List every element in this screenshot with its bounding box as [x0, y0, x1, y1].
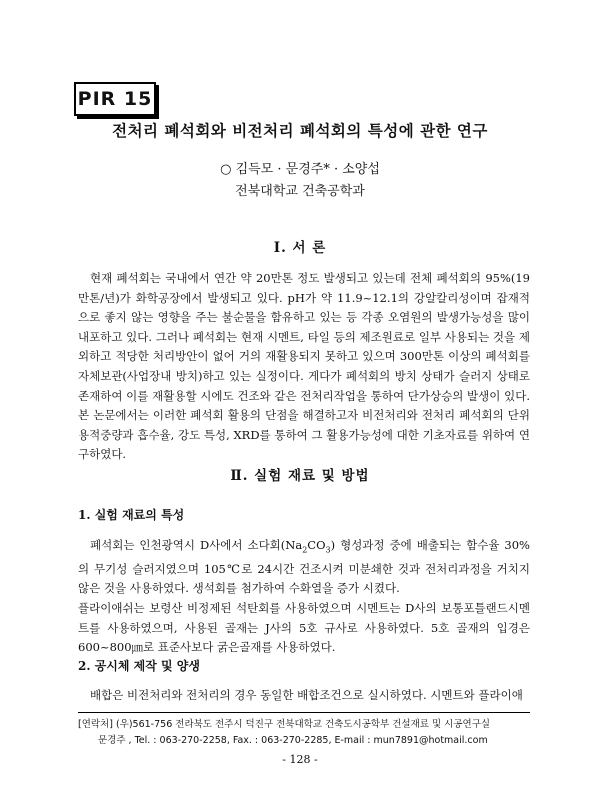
materials-text-2: 플라이애쉬는 보령산 비정제된 석탄회를 사용하였으며 시멘트는 D사의 보통포틀랜드시멘트를 사용하였으며, 사용된 골재는 J사의 5호 규사로 사용하였다. 5호 골재의 입경은 600~800㎛로 표준사보다 굵은골재를 사용하였다. [78, 601, 530, 655]
specimen-paragraph [78, 686, 530, 706]
footer-contact-line2: 문경주 , Tel. : 063-270-2258, Fax. : 063-270-2285, E-mail : mun7891@hotmail.com [98, 735, 488, 746]
paper-title: 전처리 폐석회와 비전처리 폐석회의 특성에 관한 연구 [112, 121, 488, 140]
subscript-2: 2 [302, 545, 308, 555]
authors: ○ 김득모 · 문경주* · 소양섭 [220, 162, 380, 177]
section-heading-methods: Ⅱ. 실험 재료 및 방법 [230, 468, 370, 484]
subsection-heading-specimen: 2. 공시체 제작 및 양생 [78, 659, 200, 673]
paper-code-badge: PIR 15 [74, 82, 156, 116]
specimen-text: 배합은 비전처리와 전처리의 경우 동일한 배합조건으로 실시하였다. 시멘트와 플라이애 [90, 688, 523, 702]
subsection-heading-materials: 1. 실험 재료의 특성 [78, 508, 185, 522]
page-number: - 128 - [282, 753, 318, 766]
affiliation: 전북대학교 건축공학과 [235, 184, 365, 199]
introduction-text: 현재 폐석회는 국내에서 연간 약 20만톤 정도 발생되고 있는데 전체 폐석회의 95%(19만톤/년)가 화학공장에서 발생되고 있다. pH가 약 11.9~12.1의 강알칼리성이며 잡재적으로 좋지 않는 영향을 주는 불순물을 함유하고 있는 등 각종 오염원의 발생가능성을 많이 내포하고 있다. 그러나 폐석회는 현재 시멘트, 타일 등의 제조원료로 일부 사용되는 것을 제외하고 적당한 처리방안이 없어 거의 재활용되지 못하고 있으며 300만톤 이상의 폐석회를 자체보관(사업장내 방치)하고 있는 실정이다. 게다가 폐석회의 방치 상태가 슬러지 상태로 존재하여 이를 재활용할 시에도 건조와 같은 전처리작업을 통하여 단가상승의 발생이 있다. 본 논문에서는 이러한 폐석회 활용의 단점을 해결하고자 비전처리와 전처리 폐석회의 단위용적중량과 흡수율, 강도 특성, XRD를 통하여 그 활용가능성에 대한 기초자료를 위하여 연구하였다. [78, 271, 530, 462]
footer-contact-line1: [연락처] (우)561-756 전라북도 전주시 덕진구 전북대학교 건축도시공학부 건설재료 및 시공연구실 [78, 719, 491, 730]
section-heading-introduction: Ⅰ. 서 론 [273, 240, 327, 256]
subscript-3: 3 [325, 545, 331, 555]
materials-text-1: 폐석회는 인천광역시 D사에서 소다회$(Na_2CO_3)$ 형성과정 중에 배출되는 함수율 30%의 무기성 슬러지였으며 105℃로 24시간 건조시켜 미분쇄한 것과 전처리과정을 거치지 않은 것을 사용하였다. 생석회를 첨가하여 수화열을 증가 시켰다. [78, 538, 530, 596]
introduction-paragraph [78, 269, 530, 465]
footer-divider [78, 712, 530, 713]
materials-paragraph [78, 536, 530, 658]
